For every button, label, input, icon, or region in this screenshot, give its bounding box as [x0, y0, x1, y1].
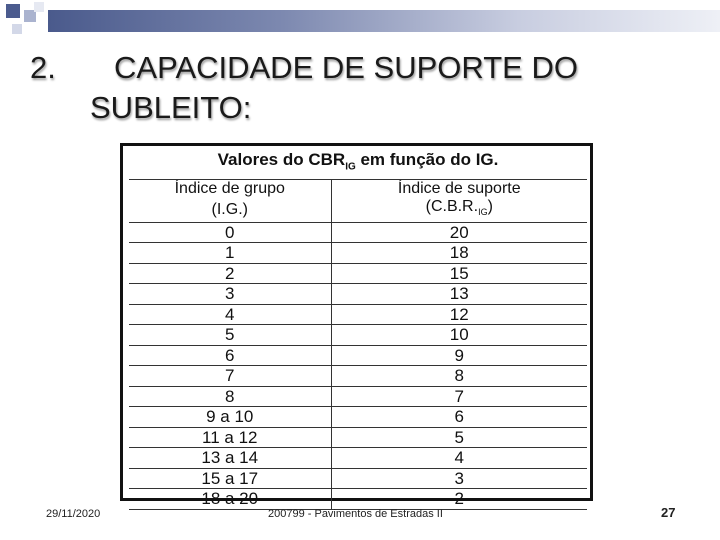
cell-ig: 18 a 20 [129, 489, 331, 510]
title-line-2: SUBLEITO: [90, 90, 252, 125]
cell-ig: 15 a 17 [129, 468, 331, 489]
cell-ig: 1 [129, 243, 331, 264]
cell-cbr: 2 [331, 489, 587, 510]
top-decorative-banner [48, 10, 720, 32]
caption-suffix: em função do IG. [355, 150, 499, 169]
slide-number: 2. [30, 50, 56, 85]
cell-ig: 3 [129, 284, 331, 305]
cell-ig: 11 a 12 [129, 427, 331, 448]
cell-cbr: 10 [331, 325, 587, 346]
cbr-abbr-subscript: IG [478, 207, 488, 218]
cell-ig: 5 [129, 325, 331, 346]
cell-cbr: 6 [331, 407, 587, 428]
cell-cbr: 9 [331, 345, 587, 366]
table-row [129, 468, 587, 489]
cell-cbr: 3 [331, 468, 587, 489]
cell-cbr: 4 [331, 448, 587, 469]
cell-cbr: 5 [331, 427, 587, 448]
col-header-cbr: Índice de suporte [397, 180, 521, 198]
table-row [129, 222, 587, 243]
col-header-ig-abbr: (I.G.) [129, 198, 331, 222]
cell-ig: 2 [129, 263, 331, 284]
cell-ig: 9 a 10 [129, 407, 331, 428]
col-header-cbr-abbr [331, 198, 587, 222]
table-row [129, 427, 587, 448]
cell-ig: 7 [129, 366, 331, 387]
table-caption [129, 148, 587, 180]
decorative-square [12, 24, 22, 34]
decorative-square [6, 4, 20, 18]
cell-cbr: 7 [331, 386, 587, 407]
table-row [129, 489, 587, 510]
cell-ig: 13 a 14 [129, 448, 331, 469]
cell-ig: 0 [129, 222, 331, 243]
cbr-abbr-prefix: (C.B.R. [425, 198, 479, 216]
table-row [129, 407, 587, 428]
cbr-abbr-suffix: ) [487, 198, 493, 216]
cell-cbr: 15 [331, 263, 587, 284]
table-row [129, 263, 587, 284]
slide-title [30, 48, 700, 128]
title-line-1: CAPACIDADE DE SUPORTE DO [114, 50, 578, 85]
page-number: 27 [661, 505, 676, 520]
table-row [129, 304, 587, 325]
cell-cbr: 8 [331, 366, 587, 387]
cell-ig: 8 [129, 386, 331, 407]
table-row [129, 448, 587, 469]
table-row [129, 366, 587, 387]
table-row [129, 325, 587, 346]
cell-cbr: 20 [331, 222, 587, 243]
cbr-table [129, 148, 587, 510]
decorative-square [34, 2, 44, 12]
cell-cbr: 18 [331, 243, 587, 264]
table-row [129, 243, 587, 264]
cell-cbr: 12 [331, 304, 587, 325]
cell-ig: 4 [129, 304, 331, 325]
footer-course: 200799 - Pavimentos de Estradas II [268, 508, 443, 520]
footer-date: 29/11/2020 [46, 508, 101, 520]
table-row [129, 284, 587, 305]
cell-ig: 6 [129, 345, 331, 366]
caption-prefix: Valores do CBR [217, 150, 346, 169]
table-row [129, 345, 587, 366]
cell-cbr: 13 [331, 284, 587, 305]
col-header-ig: Índice de grupo [129, 180, 331, 199]
caption-subscript: IG [345, 161, 356, 173]
cbr-table-frame [120, 143, 593, 509]
table-row [129, 386, 587, 407]
